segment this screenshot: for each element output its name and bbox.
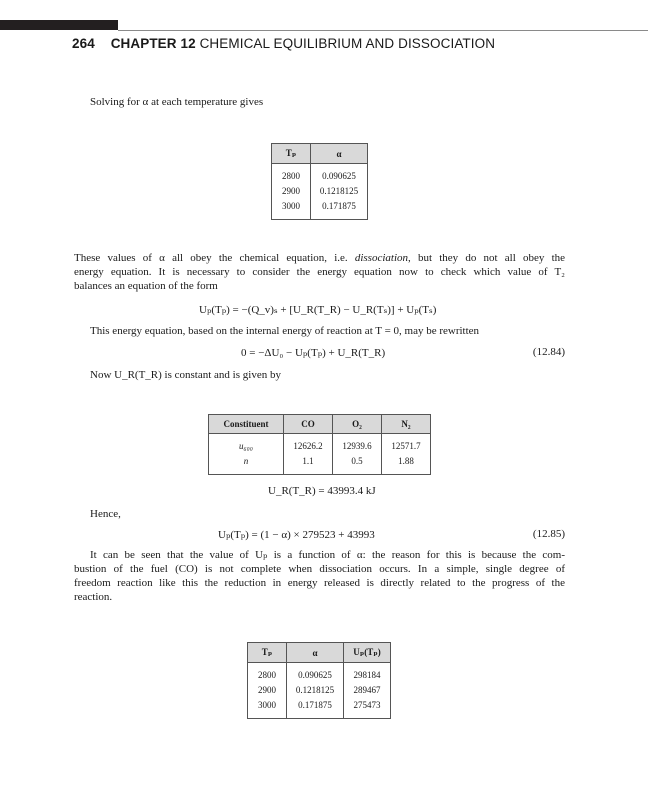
equation-12-85: Uₚ(Tₚ) = (1 − α) × 279523 + 43993 [218, 529, 375, 541]
table-cell: 3000 [272, 199, 311, 220]
table-header: CO [284, 415, 333, 434]
table-cell: 289467 [344, 683, 391, 698]
equation-12-84: 0 = −ΔU₀ − Uₚ(Tₚ) + U_R(T_R) [241, 347, 386, 359]
table-header: α [287, 643, 344, 663]
table-cell: 0.1218125 [287, 683, 344, 698]
table-header: α [311, 144, 368, 164]
table-cell: 0.171875 [311, 199, 368, 220]
intro-text: Solving for α at each temperature gives [90, 96, 264, 108]
equation-number: (12.85) [532, 528, 565, 540]
paragraph-values [74, 251, 565, 293]
text-line: balances an equation of the form [74, 280, 218, 292]
hence-label: Hence, [90, 508, 121, 520]
table-cell: 12939.6 [333, 434, 382, 455]
table-header: O₂ [333, 415, 382, 434]
table-cell: 1.88 [382, 454, 431, 475]
table-cell: 0.171875 [287, 698, 344, 719]
table-cell: 0.1218125 [311, 184, 368, 199]
table-cell: 275473 [344, 698, 391, 719]
table-cell: 298184 [344, 663, 391, 684]
table-header: N₂ [382, 415, 431, 434]
running-header [72, 36, 495, 51]
paragraph-discussion [74, 548, 565, 604]
header-bar [0, 20, 118, 30]
table-energy [247, 642, 391, 719]
page-number: 264 [72, 36, 95, 51]
text-line: freedom reaction like this the reduction in energy released is directly related to the progress of the [74, 577, 565, 589]
table-cell: 0.5 [333, 454, 382, 475]
paragraph-constant: Now U_R(T_R) is constant and is given by [90, 369, 281, 381]
text-line: It can be seen that the value of Uₚ is a function of α: the reason for this is because the com- [90, 549, 565, 561]
chapter-label: CHAPTER 12 [110, 36, 196, 51]
paragraph-rewrite: This energy equation, based on the internal energy of reaction at T = 0, may be rewritten [90, 325, 480, 337]
table-cell: u₆₀₀ [209, 434, 284, 455]
table-cell: 12626.2 [284, 434, 333, 455]
table-alpha [271, 143, 368, 220]
header-rule [118, 30, 648, 31]
table-cell: 0.090625 [311, 164, 368, 185]
result-ur: U_R(T_R) = 43993.4 kJ [268, 485, 376, 497]
table-header: Tₚ [272, 144, 311, 164]
text-line: energy equation. It is necessary to consider the energy equation now to check which value of T₂ [74, 266, 565, 278]
table-cell: n [209, 454, 284, 475]
table-cell: 1.1 [284, 454, 333, 475]
text-line: reaction. [74, 591, 113, 603]
table-cell: 2900 [248, 683, 287, 698]
equation-number: (12.84) [532, 346, 565, 358]
table-cell: 2800 [248, 663, 287, 684]
table-header: Constituent [209, 415, 284, 434]
table-cell: 12571.7 [382, 434, 431, 455]
table-cell: 0.090625 [287, 663, 344, 684]
chapter-title: CHEMICAL EQUILIBRIUM AND DISSOCIATION [199, 36, 496, 51]
equation-energy: Uₚ(Tₚ) = −(Q_v)ₛ + [U_R(T_R) − U_R(Tₛ)] + Uₚ(Tₛ) [199, 304, 437, 316]
text-line: bustion of the fuel (CO) is not complete when dissociation occurs. In a simple, single degree of [74, 563, 565, 575]
table-header: Tₚ [248, 643, 287, 663]
table-cell: 3000 [248, 698, 287, 719]
table-cell: 2900 [272, 184, 311, 199]
table-constituents [208, 414, 431, 475]
table-cell: 2800 [272, 164, 311, 185]
text-line: These values of α all obey the chemical equation, i.e. dissociation, but they do not all obey the [74, 252, 566, 264]
table-header: Uₚ(Tₚ) [344, 643, 391, 663]
